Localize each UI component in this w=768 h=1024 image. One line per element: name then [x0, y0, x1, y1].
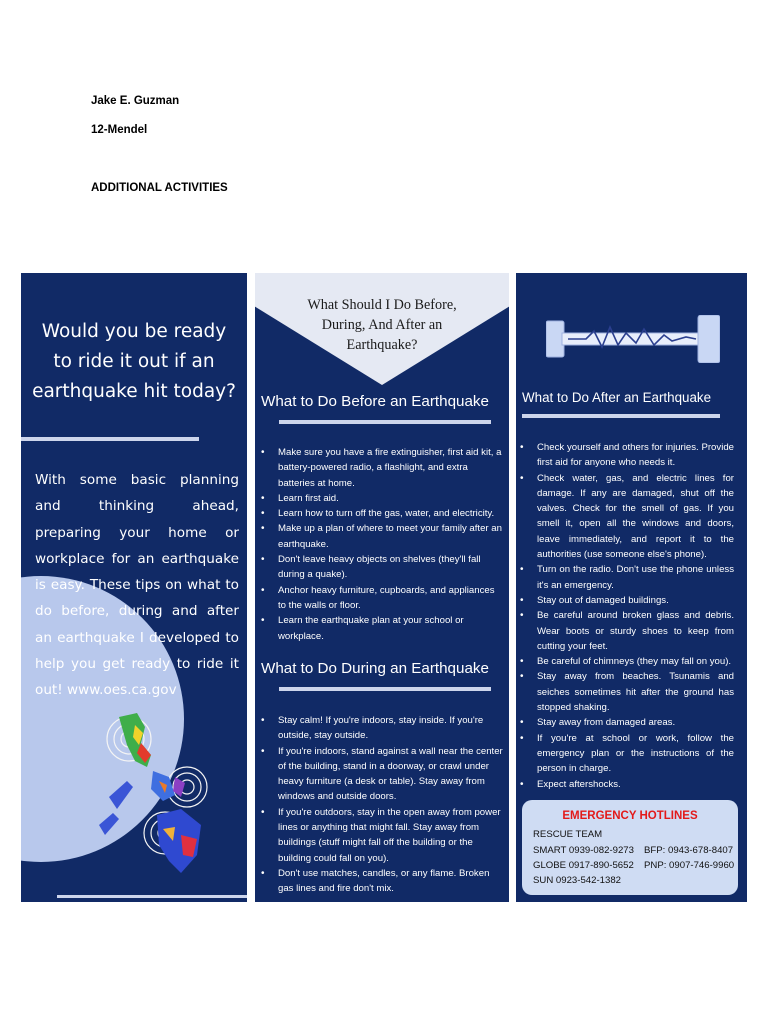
list-item: • If you're outdoors, stay in the open away from power lines or anything that might fall. Stay away from buildings (stuff might fall off the building or the building could fall on you).	[255, 805, 505, 866]
hotlines-subtitle: RESCUE TEAM	[533, 829, 603, 840]
before-divider	[279, 420, 491, 424]
student-section: 12-Mendel	[91, 124, 148, 136]
during-divider	[279, 687, 491, 691]
after-list	[516, 440, 734, 792]
during-heading: What to Do During an Earthquake	[261, 660, 489, 677]
after-panel	[516, 273, 747, 902]
list-item: • Learn the earthquake plan at your school or workplace.	[255, 613, 505, 644]
list-item: • Stay out of damaged buildings.	[516, 593, 734, 608]
philippines-seismic-map-icon	[89, 705, 221, 883]
list-item: • Anchor heavy furniture, cupboards, and appliances to the walls or floor.	[255, 583, 505, 614]
activity-title: ADDITIONAL ACTIVITIES	[91, 182, 228, 194]
list-item: • Learn how to turn off the gas, water, and electricity.	[255, 506, 505, 521]
before-list	[255, 445, 505, 644]
list-item: • Check water, gas, and electric lines for damage. If any are damaged, shut off the valves. Check for the smell of gas. If you smell it, open all the windows and doors, leave immediately, and report it to the authorities (use someone else's phone).	[516, 471, 734, 563]
hotlines-title: EMERGENCY HOTLINES	[562, 810, 698, 822]
student-name: Jake E. Guzman	[91, 95, 180, 107]
brochure	[21, 273, 747, 902]
list-item: • Stay away from beaches. Tsunamis and seiches sometimes hit after the ground has stopped shaking.	[516, 669, 734, 715]
hotline-number: PNP: 0907-746-9960	[644, 860, 735, 871]
list-item: • If you're at school or work, follow the emergency plan or the instructions of the person in charge.	[516, 731, 734, 777]
banner-title: What Should I Do Before, During, And After an Earthquake?	[307, 297, 457, 353]
list-item: • Make up a plan of where to meet your family after an earthquake.	[255, 521, 505, 552]
cover-intro-text: With some basic planning and thinking ahead, preparing your home or workplace for an earthquake is easy. These tips on what to do before, during and after an earthquake I developed to help you get ready to ride it out! www.oes.ca.gov	[35, 472, 239, 699]
list-item: • Be careful around broken glass and debris. Wear boots or sturdy shoes to keep from cutting your feet.	[516, 608, 734, 654]
list-item: • Stay calm! If you're indoors, stay inside. If you're outside, stay outside.	[255, 713, 505, 744]
list-item: • Check yourself and others for injuries. Provide first aid for anyone who needs it.	[516, 440, 734, 471]
after-heading: What to Do After an Earthquake	[522, 390, 712, 405]
emergency-hotlines-box	[522, 800, 738, 895]
list-item: • Don't leave heavy objects on shelves (they'll fall during a quake).	[255, 552, 505, 583]
list-item: • If you're indoors, stand against a wall near the center of the building, stand in a doorway, or crawl under heavy furniture (a desk or table). Stay away from windows and outside doors.	[255, 744, 505, 805]
cover-title: Would you be ready to ride it out if an earthquake hit today?	[32, 321, 236, 402]
list-item: • Stay away from damaged areas.	[516, 715, 734, 730]
list-item: • Turn on the radio. Don't use the phone unless it's an emergency.	[516, 562, 734, 593]
seismograph-icon	[546, 315, 720, 363]
before-heading: What to Do Before an Earthquake	[261, 393, 489, 410]
list-item: • Don't use matches, candles, or any flame. Broken gas lines and fire don't mix.	[255, 866, 505, 897]
list-item: • Expect aftershocks.	[516, 777, 734, 792]
bottom-divider	[57, 895, 247, 898]
before-during-panel	[255, 273, 509, 902]
during-list	[255, 713, 505, 897]
list-item: • Be careful of chimneys (they may fall on you).	[516, 654, 734, 669]
divider-line	[21, 437, 199, 441]
list-item: • Learn first aid.	[255, 491, 505, 506]
hotline-number: SUN 0923-542-1382	[533, 875, 622, 886]
hotline-number: GLOBE 0917-890-5652	[533, 860, 634, 871]
hotline-number: SMART 0939-082-9273	[533, 845, 634, 856]
after-divider	[522, 414, 720, 418]
hotline-number: BFP: 0943-678-8407	[644, 845, 734, 856]
list-item: • Make sure you have a fire extinguisher, first aid kit, a battery-powered radio, a flashlight, and extra batteries at home.	[255, 445, 505, 491]
cover-panel	[21, 273, 247, 902]
